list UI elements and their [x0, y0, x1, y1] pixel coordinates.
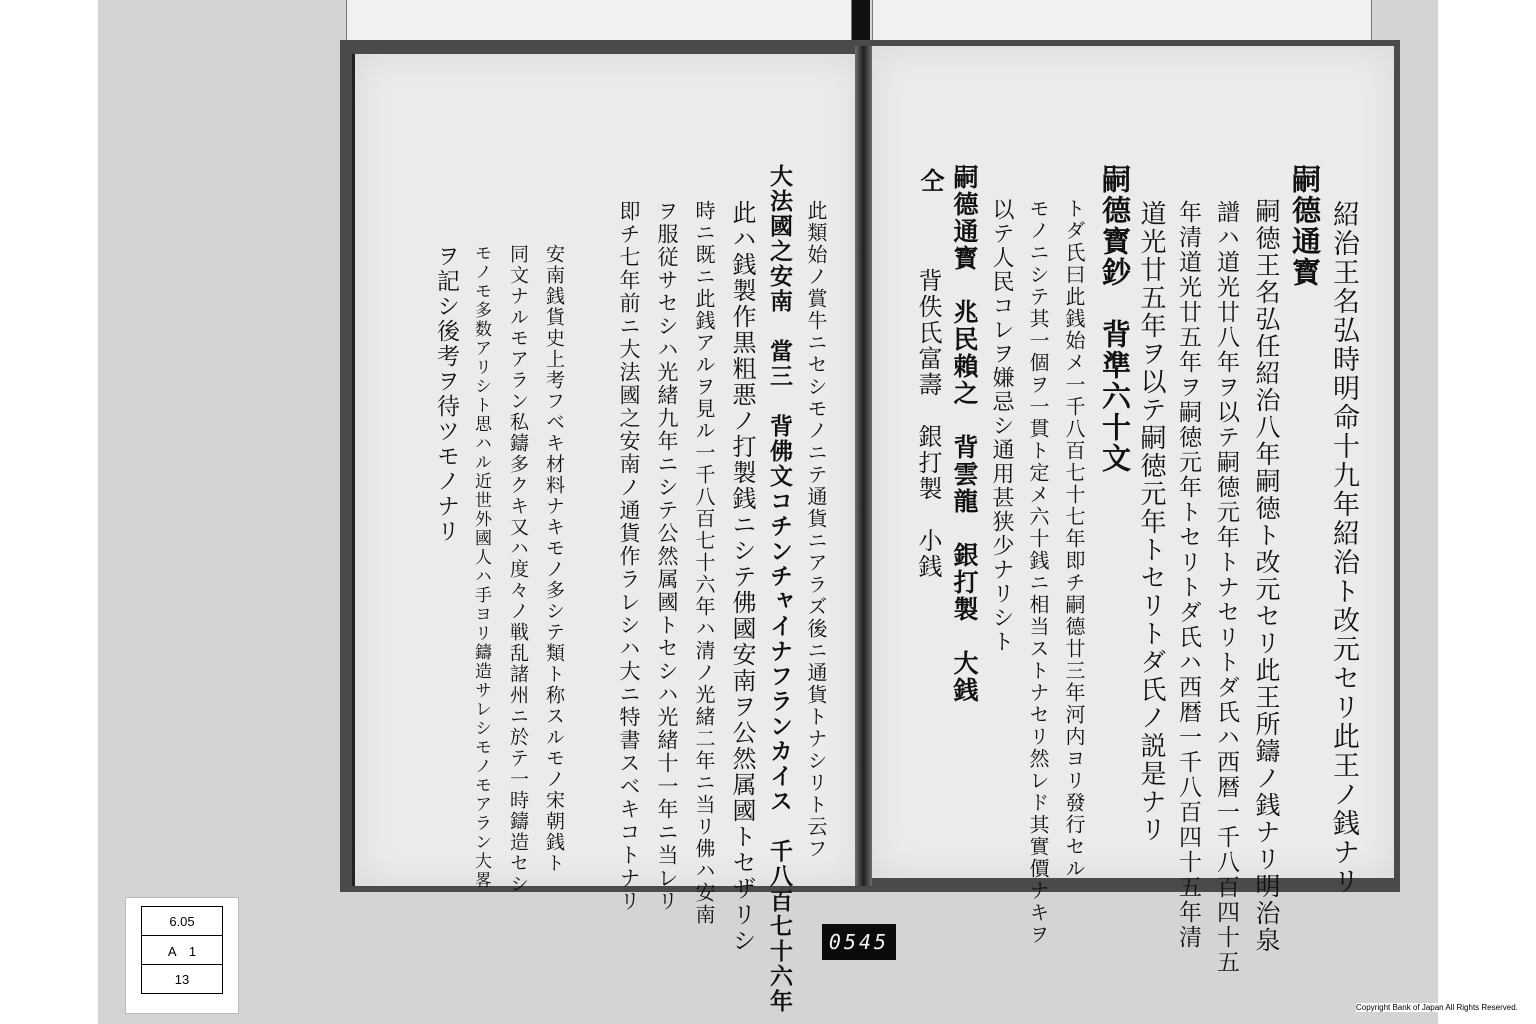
reference-row-3: 13	[174, 971, 190, 987]
left-col-1: 此類始ノ賞牛ニセシモノニテ通貨ニアラズ後ニ通貨トナシリト云フ	[804, 200, 828, 860]
left-col-6: 即チ七年前ニ大法國之安南ノ通貨作ラレシハ大ニ特書スベキコトナリ	[617, 200, 641, 913]
book-gutter	[855, 46, 872, 886]
reference-row-2: A 1	[167, 943, 197, 959]
right-col-12: 背佚氏富壽 銀打製 小銭	[914, 268, 942, 580]
right-col-heading-3: 嗣德通寳 兆民賴之 背雲龍 銀打製 大銭	[950, 164, 979, 704]
right-col-1: 紹治王名弘時明命十九年紹治ト改元セリ此王ノ銭ナリ	[1328, 200, 1359, 896]
right-col-4: 譜ハ道光廿八年ヲ以テ嗣徳元年トナセリトダ氏ハ西暦一千八百四十五	[1213, 200, 1239, 975]
left-col-10: ヲ記シ後考ヲ待ツモノナリ	[433, 244, 459, 544]
right-col-9: モノニシテ其一個ヲ一貫ト定メ六十銭ニ相当ストナセリ然レド其實價ナキヲ	[1026, 198, 1050, 946]
left-col-heading: 大法國之安南 當三 背佛文コチンチャイナフランカイス 千八百七十六年	[766, 164, 793, 1014]
reference-table	[141, 906, 223, 994]
reference-row-1: 6.05	[169, 913, 195, 929]
right-col-10: 以テ人民コレヲ嫌忌シ通用甚狭少ナリシト	[989, 198, 1014, 654]
left-col-7: 安南銭貨史上考フベキ材料ナキモノ多シテ類ト称スルモノ宋朝銭ト	[543, 244, 565, 874]
right-col-ditto: 仝	[916, 168, 945, 194]
right-col-3: 嗣徳王名弘任紹治八年嗣徳ト改元セリ此王所鑄ノ銭ナリ明治泉	[1252, 198, 1281, 954]
left-col-5: ヲ服従サセシハ光緒九年ニシテ公然属國トセシハ光緒十一年ニ当レリ	[655, 200, 679, 913]
right-col-5: 年清道光廿五年ヲ嗣徳元年トセリトダ氏ハ西暦一千八百四十五年清	[1175, 200, 1201, 950]
left-col-9: モノモ多数アリシト思ハル近世外國人ハ手ヨリ鑄造サレシモノモアラン大畧	[471, 244, 491, 890]
left-col-8: 同文ナルモアラン私鑄多クキ又ハ度々ノ戦乱諸州ニ於テ一時鑄造セシ	[507, 244, 529, 895]
left-col-4: 時ニ既ニ此銭アルヲ見ル一千八百七十六年ハ清ノ光緒二年ニ当リ佛ハ安南	[692, 200, 716, 926]
copyright-notice: Copyright Bank of Japan All Rights Reserved.	[1356, 1003, 1524, 1012]
right-col-heading-2: 嗣德寳鈔 背準六十文	[1098, 164, 1132, 474]
right-col-8: トダ氏曰此銭始メ一千八百七十七年即チ嗣德廿三年河内ヨリ發行セル	[1062, 198, 1086, 880]
right-col-6: 道光廿五年ヲ以テ嗣徳元年トセリトダ氏ノ説是ナリ	[1136, 200, 1166, 844]
frame-number-label: 0545	[822, 924, 896, 960]
left-col-3: 此ハ銭製作黒粗悪ノ打製銭ニシテ佛國安南ヲ公然属國トセザリシ	[728, 200, 756, 954]
right-col-heading-1: 嗣德通寳	[1288, 164, 1322, 288]
